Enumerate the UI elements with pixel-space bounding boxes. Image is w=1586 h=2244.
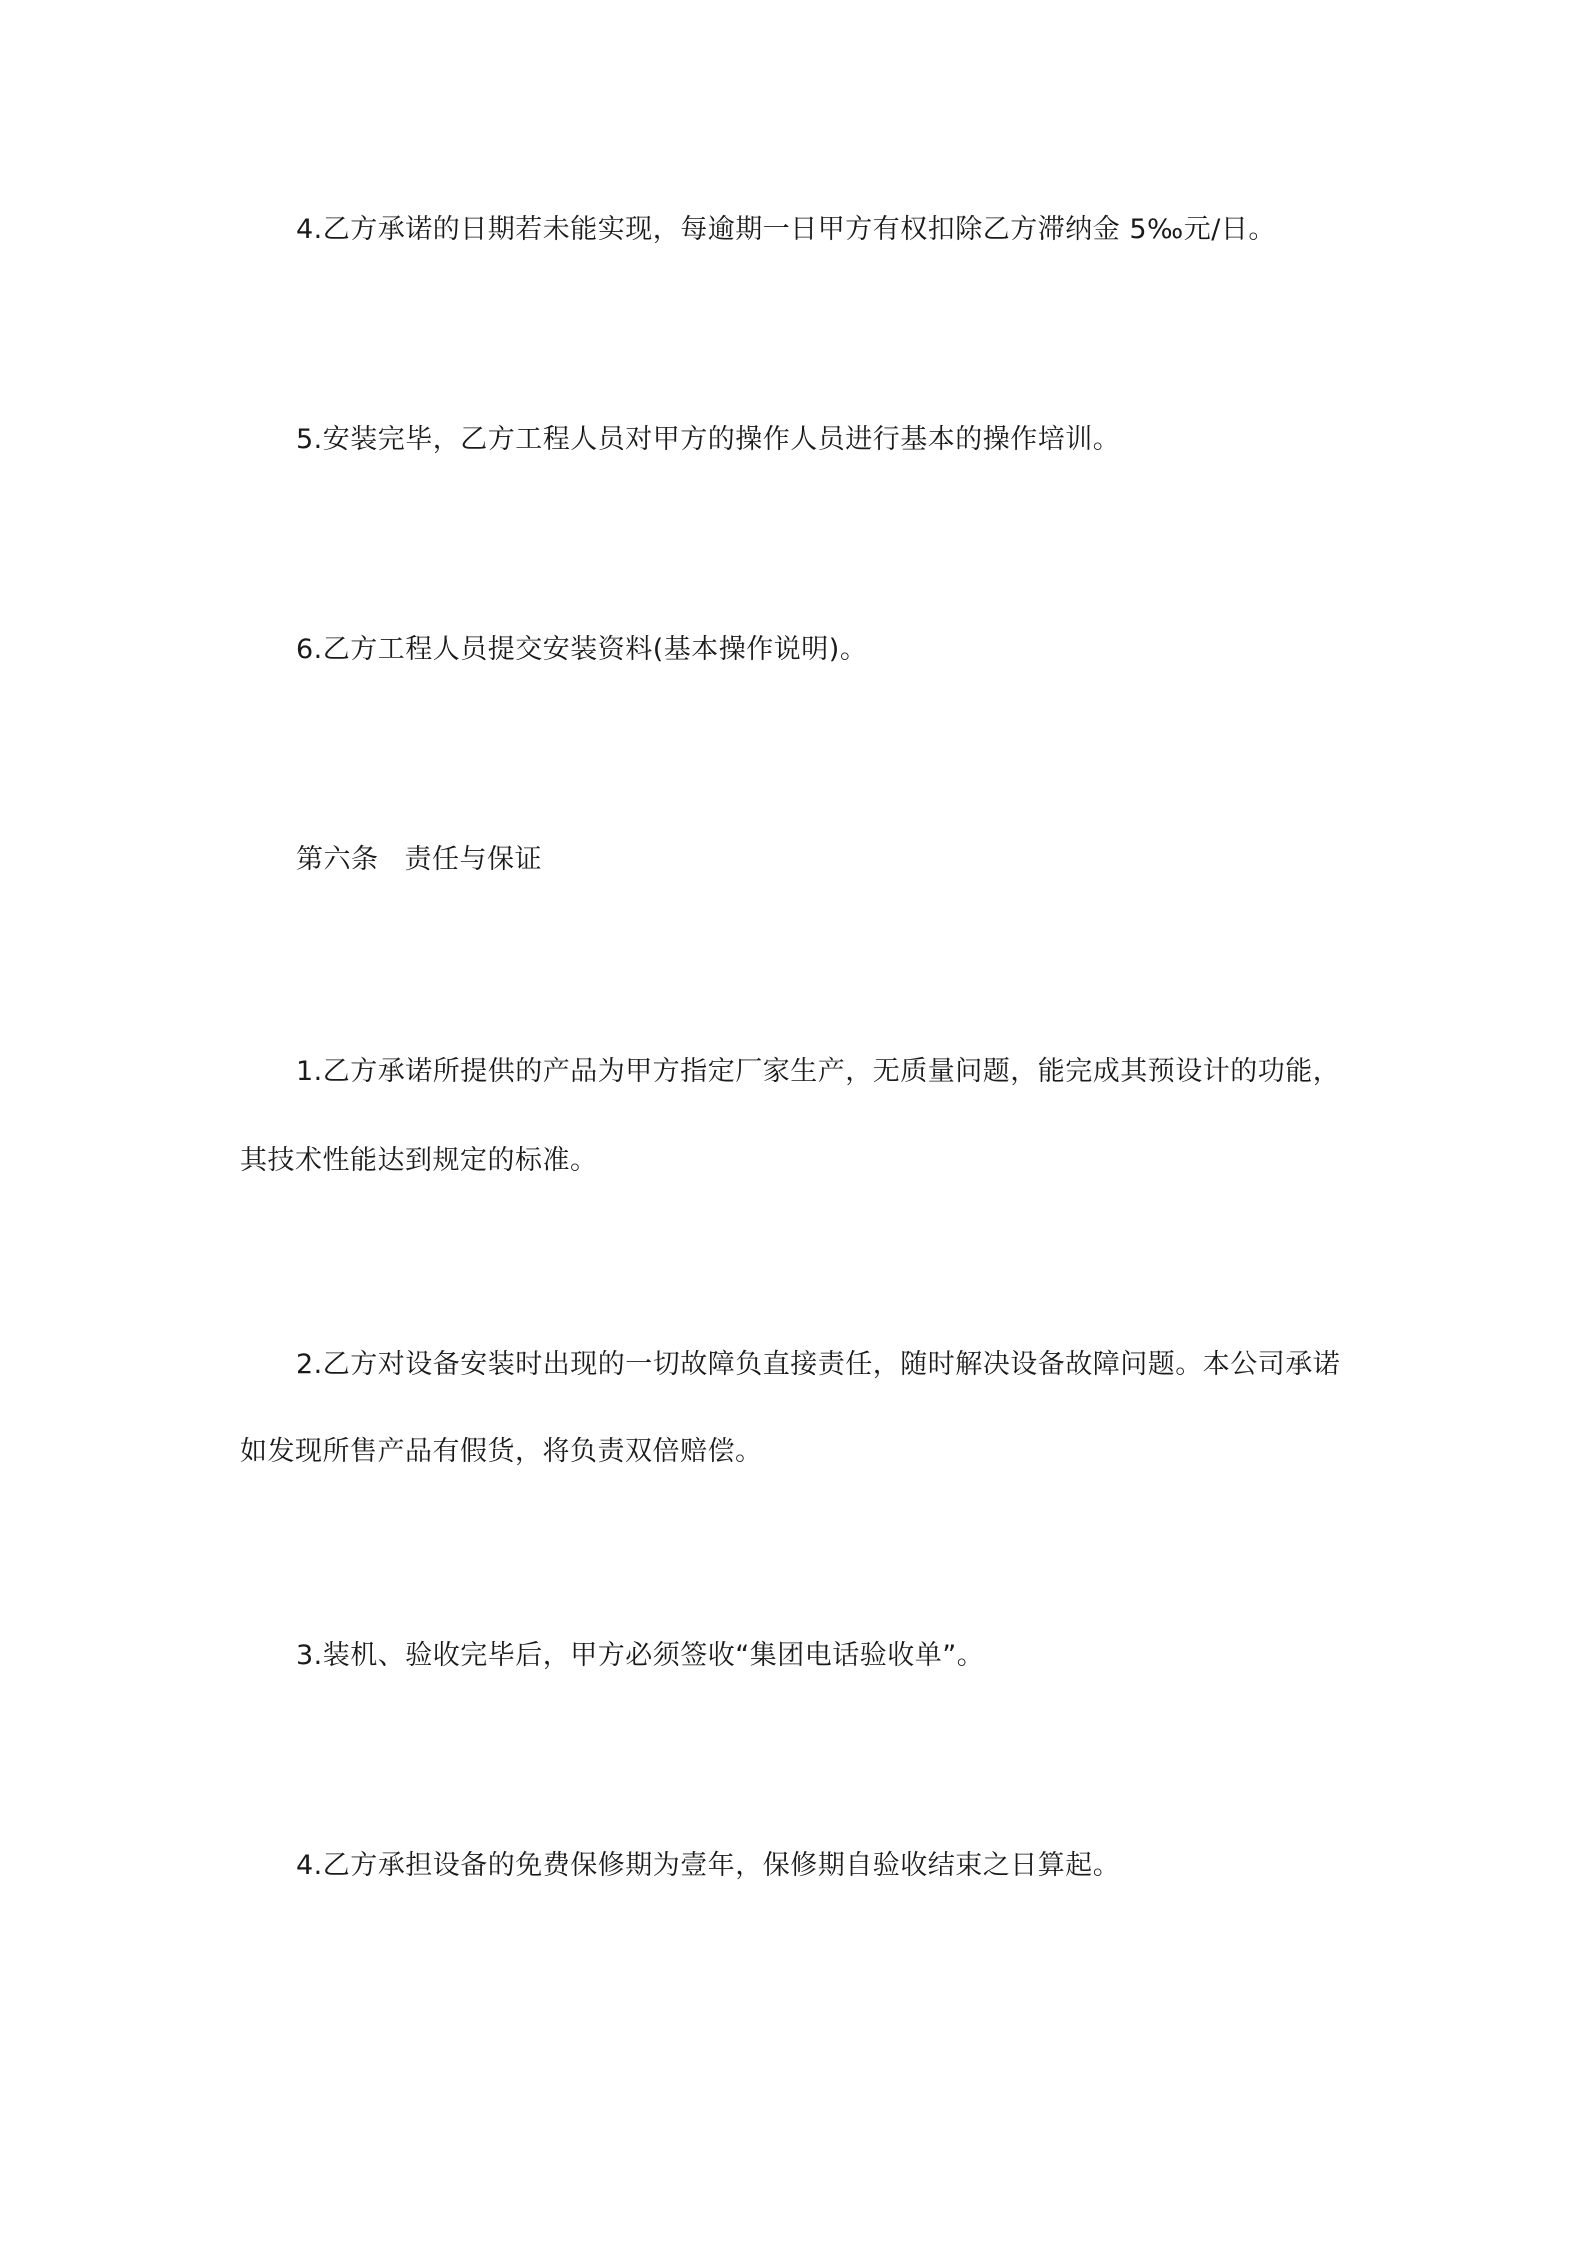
clause-2-line-2: 如发现所售产品有假货，将负责双倍赔偿。 [240, 1436, 763, 1467]
article-heading [296, 842, 542, 878]
clause-4: 4.乙方承担设备的免费保修期为壹年，保修期自验收结束之日算起。 [296, 1850, 1121, 1881]
paragraph-item-5: 5.安装完毕，乙方工程人员对甲方的操作人员进行基本的操作培训。 [296, 424, 1121, 455]
paragraph-item-4: 4.乙方承诺的日期若未能实现，每逾期一日甲方有权扣除乙方滞纳金 5‰元/日。 [296, 214, 1276, 245]
clause-2-line-1: 2.乙方对设备安装时出现的一切故障负直接责任，随时解决设备故障问题。本公司承诺 [296, 1349, 1341, 1380]
article-title: 责任与保证 [404, 844, 542, 875]
article-number: 第六条 [296, 844, 379, 875]
clause-1-line-1: 1.乙方承诺所提供的产品为甲方指定厂家生产，无质量问题，能完成其预设计的功能， [296, 1056, 1341, 1087]
paragraph-item-6: 6.乙方工程人员提交安装资料(基本操作说明)。 [296, 634, 868, 665]
clause-3: 3.装机、验收完毕后，甲方必须签收“集团电话验收单”。 [296, 1640, 985, 1671]
clause-1-line-2: 其技术性能达到规定的标准。 [240, 1145, 598, 1176]
